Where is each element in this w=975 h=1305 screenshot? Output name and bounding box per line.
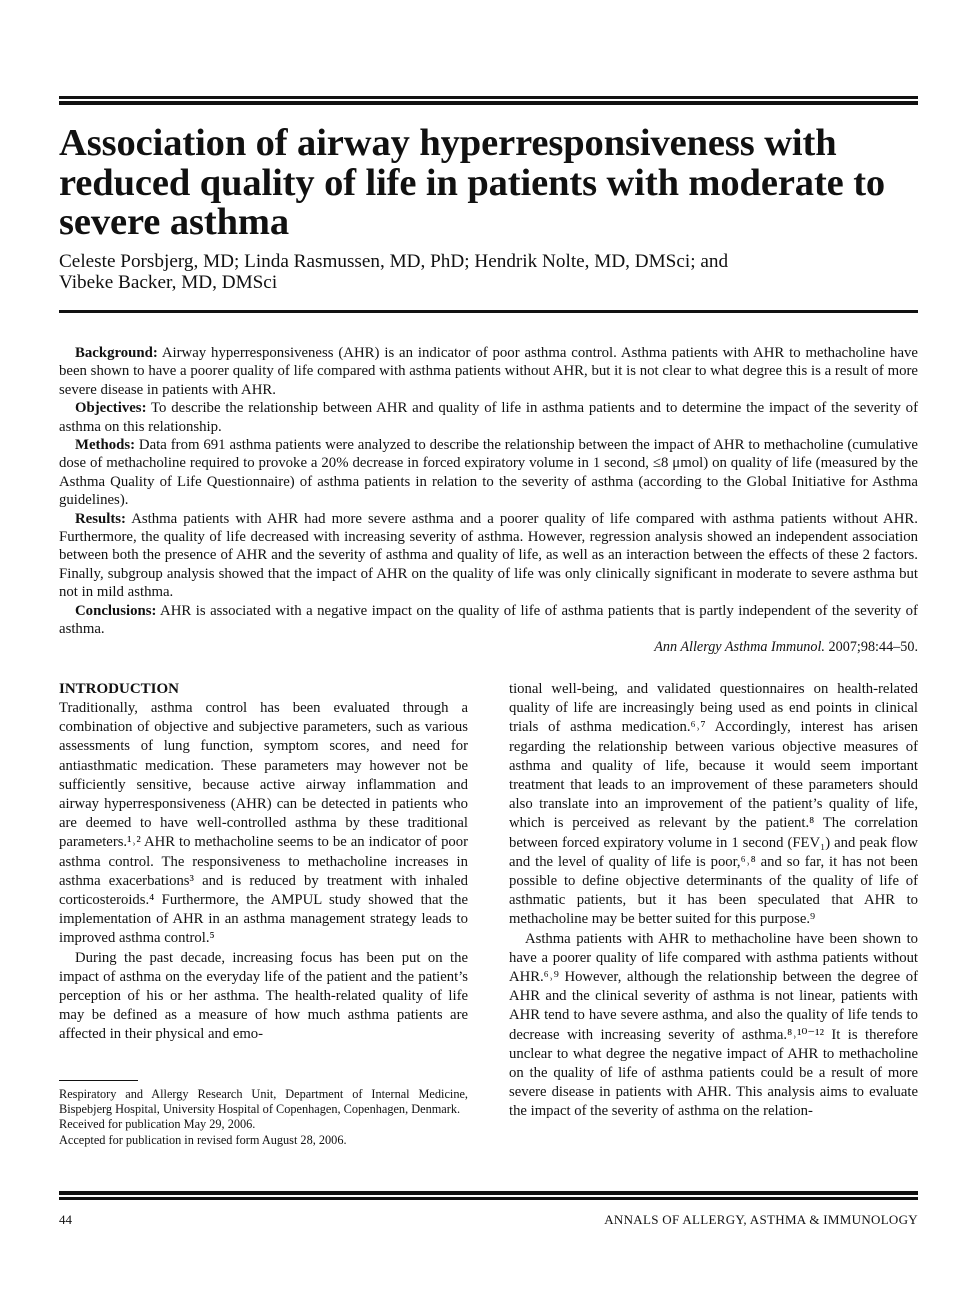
author-list [59, 251, 819, 293]
body-paragraph: Asthma patients with AHR to methacholine have been shown to have a poorer quality of life compared with asthma patients without AHR.⁶˒⁹ However, although the relationship between the degree of AHR and the clinical severity of asthma is not linear, patients with AHR tend to have severe asthma, and also the quality of life tends to decrease with increasing severity of asthma.⁸˒¹⁰⁻¹² It is therefore unclear to what degree the negative impact of AHR to methacholine on the quality of life of asthma patients could be a result of more severe disease in patients with AHR. This analysis aims to evaluate the impact of the severity of asthma on the relation- [509, 930, 918, 1120]
authors-line-1: Celeste Porsbjerg, MD; Linda Rasmussen, MD, PhD; Hendrik Nolte, MD, DMSci; and [59, 251, 729, 272]
conclusions-text: AHR is associated with a negative impact on the quality of life of asthma patients that is partly independent of the severity of asthma. [59, 602, 918, 638]
bottom-double-rule [59, 1191, 918, 1200]
methods-label: Methods: [75, 437, 136, 454]
abstract [59, 344, 918, 639]
page-number: 44 [59, 1212, 72, 1227]
footnote-received: Received for publication May 29, 2006. [59, 1117, 256, 1132]
citation-details: 2007;98:44–50. [824, 639, 918, 655]
methods-text: Data from 691 asthma patients were analyzed to describe the relationship between the impact of AHR to methacholine (cumulative dose of methacholine required to provoke a 20% decrease in forced expiratory volume in 1 second, ≤8 μmol) on quality of life (measured by the Asthma Quality of Life Questionnaire) of asthma patients in relation to the severity of asthma (according to the Global Initiative for Asthma guidelines). [59, 437, 918, 509]
abstract-methods [59, 436, 918, 510]
abstract-conclusions [59, 602, 918, 639]
results-label: Results: [75, 510, 126, 527]
objectives-label: Objectives: [75, 400, 147, 417]
footnote-rule [59, 1080, 138, 1081]
results-text: Asthma patients with AHR had more severe asthma and a poorer quality of life compared with asthma patients without AHR. Furthermore, the quality of life decreased with increasing severity of asthma. However, regression analysis showed an independent association between both the presence of AHR and the severity of asthma and quality of life, as well as an interaction between the effects of these 2 factors. Finally, subgroup analysis showed that the impact of AHR on the quality of life was only clinically significant in moderate to severe asthma but not in mild asthma. [59, 510, 918, 601]
right-column [509, 680, 918, 1122]
footnote-affiliation: Respiratory and Allergy Research Unit, Department of Internal Medicine, Bispebjerg Hospital, University Hospital of Copenhagen, Copenhagen, Denmark. [59, 1087, 468, 1117]
footnotes [59, 1087, 468, 1148]
journal-name: ANNALS OF ALLERGY, ASTHMA & IMMUNOLOGY [604, 1212, 918, 1227]
background-label: Background: [75, 345, 158, 361]
citation-journal: Ann Allergy Asthma Immunol. [654, 639, 825, 655]
citation [654, 638, 918, 656]
authors-line-2: Vibeke Backer, MD, DMSci [59, 272, 278, 293]
footnote-accepted: Accepted for publication in revised form August 28, 2006. [59, 1132, 347, 1147]
section-heading-introduction: INTRODUCTION [59, 681, 180, 697]
left-column [59, 680, 468, 1045]
header-rule [59, 310, 918, 313]
abstract-objectives [59, 399, 918, 436]
conclusions-label: Conclusions: [75, 602, 157, 619]
background-text: Airway hyperresponsiveness (AHR) is an indicator of poor asthma control. Asthma patients with AHR to methacholine have been shown to have a poorer quality of life compared with asthma patients without AHR, but it is not clear to what degree this is a result of more severe disease in patients with AHR. [59, 345, 918, 398]
article-title: Association of airway hyperresponsiveness with reduced quality of life in patients with moderate to severe asthma [59, 122, 886, 243]
body-paragraph: During the past decade, increasing focus has been put on the impact of asthma on the everyday life of the patient and the patient’s perception of his or her asthma. The health-related quality of life may be defined as a measure of how much asthma patients are affected in their physical and emo- [59, 949, 468, 1043]
objectives-text: To describe the relationship between AHR and quality of life in asthma patients and to determine the impact of the severity of asthma on this relationship. [59, 400, 918, 435]
body-paragraph: Traditionally, asthma control has been evaluated through a combination of objective and subjective parameters, such as various assessments of lung function, symptom scores, and need for antiasthmatic medication. These parameters may however not be sufficiently sensitive, because active airway inflammation and airway hyperresponsiveness (AHR) can be detected in patients who are deemed to have well-controlled asthma by these traditional parameters.¹˒² AHR to methacholine seems to be an indicator of poor asthma control. The responsiveness to methacholine increases in asthma exacerbations³ and is reduced by treatment with inhaled corticosteroids.⁴ Furthermore, the AMPUL study showed that the implementation of AHR in an asthma management strategy leads to improved asthma control.⁵ [59, 700, 468, 947]
abstract-background [59, 344, 918, 399]
top-double-rule [59, 96, 918, 106]
abstract-results [59, 510, 918, 602]
body-paragraph: tional well-being, and validated questionnaires on health-related quality of life are increasingly being used as end points in clinical trials of asthma medication.⁶˒⁷ Accordingly, interest has arisen regarding the relationship between various objective measures of asthma and quality of life, because it would seem important treatment that leads to an improvement of these parameters should also translate into an improvement of the patient’s quality of life, which is perceived as relevant by the patient.⁸ The correlation between forced expiratory volume in 1 second (FEV₁) and peak flow and the level of quality of life is poor,⁶˒⁸ and so far, it has not been possible to define objective determinants of the quality of life of asthmatic patients, but it has been speculated that AHR to methacholine may be better suited for this purpose.⁹ [509, 681, 918, 928]
